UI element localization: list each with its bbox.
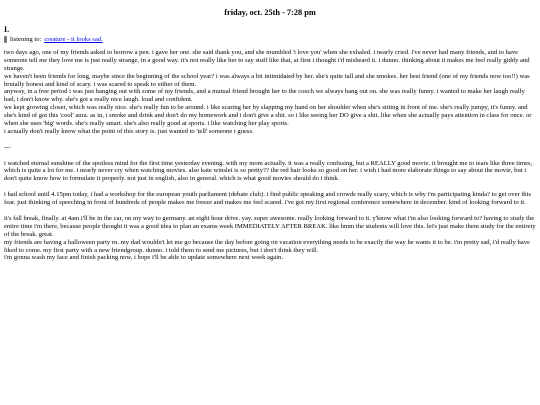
entry-body xyxy=(4,49,536,262)
music-bar-icon xyxy=(4,36,7,43)
song-link[interactable]: creature - it looks sad. xyxy=(44,36,103,43)
listening-to-line xyxy=(4,36,536,44)
paragraph-school-workshop: i had school until 4.15pm today, i had a workshop for the european youth parliament (debate club). i find public speaking and crowds really scary, which is why i'm participating kinda? to get over this fear. just thinking of speeching in front of hundreds of people makes me freeze and makes me feel scared. i've got my first regional conference somewhere in december. kind of looking forward to it. xyxy=(4,191,531,207)
spacer xyxy=(4,136,536,144)
paragraph-point-of-story: i actually don't really know what the point of this story is. just wanted to 'tell' someone i guess. xyxy=(4,127,254,135)
paragraph-fall-break: it's fall break, finally. at 4am i'll be in the car, on my way to germany. an eight hour drive. yay. super awesome. really looking forward to it. y'know what i'm also looking forward to? having to study the entire time i'm there, because people thought it was a good idea to plan an exams week IMMEDIATELY AFTER BREAK. like hmm the students will love this. let's just make them study for the entirety of the break. great. xyxy=(4,214,536,238)
spacer xyxy=(4,207,536,215)
journal-entry xyxy=(4,25,536,262)
paragraph-closing: i'm gonna wash my face and finish packing now. i hope i'll be able to update somewhere next week again. xyxy=(4,254,283,262)
paragraph-free-period: anyway, in a free period i was just hanging out with some of my friends, and a mutual friend brought her to the couch we always hang out on. she was really funny. i wanted to make her laugh really bad, i don't know why. she's got a really nice laugh. loud and confident. xyxy=(4,88,525,104)
paragraph-friends-history: we haven't been friends for long, maybe since the beginning of the school year? i was always a bit intimidated by her. she's quite tall and she smokes. her best friend (one of my friends now too!!) was brutally honest and kind of scary. i was scared to speak to either of them. xyxy=(4,72,530,88)
entry-title: I. xyxy=(4,25,10,34)
paragraph-growing-closer: we kept growing closer, which was really nice. she's really fun to be around. i like scaring her by slapping my hand on her shoulder when she's sitting in front of me. she's really jumpy, it's funny. and she's kind of got this 'cool' aura. as in, i smoke and drink and don't do my homework and i don't give a shit. so i like seeing her DO give a shit. like when she actually pays attention in class for once. or when she uses 'big' words. she's really smart. she's also really good at sports. i like watching her play sports. xyxy=(4,104,532,128)
listening-label: listening to: xyxy=(10,36,42,43)
spacer xyxy=(4,152,536,160)
paragraph-borrowed-pen: two days ago, one of my friends asked to borrow a pen. i gave her one. she said thank you, and she mumbled 'i love you' when she exhaled. i nearly cried. i've never had many friends, and to have someone tell me they love me is just really strange, in a good way. it's not really like her to say stuff like that, at first i thought i'd misheard it. i dunno. thinking about it makes me feel really giddy and strange. xyxy=(4,48,530,72)
entry-date-header: friday, oct. 25th - 7:28 pm xyxy=(224,8,316,17)
section-divider: --- xyxy=(4,143,11,151)
spacer xyxy=(4,183,536,191)
paragraph-halloween-party: my friends are having a halloween party rn. my dad wouldn't let me go because the day before going on vacation everything needs to be exactly the way he wants it to be. i'm pretty sad, i'd really have liked to come. my first party with a new friendgroup. dunno. i told them to send me pictures, but i don't think they will. xyxy=(4,238,530,254)
paragraph-movie: i watched eternal sunshine of the spotless mind for the first time yesterday evening. with my mom actually. it was a really confusing, but a REALLY good movie. it brought me to tears like three times, which is quite a lot for me. i nearly never cry when watching movies. also kate winslet is so pretty?? the red hair looks so good on her. i wish i had more elaborate things to say about the movie, but i don't quite know how to formulate it properly. not just in english, also in general. which is what good movies should do i think. xyxy=(4,159,533,183)
